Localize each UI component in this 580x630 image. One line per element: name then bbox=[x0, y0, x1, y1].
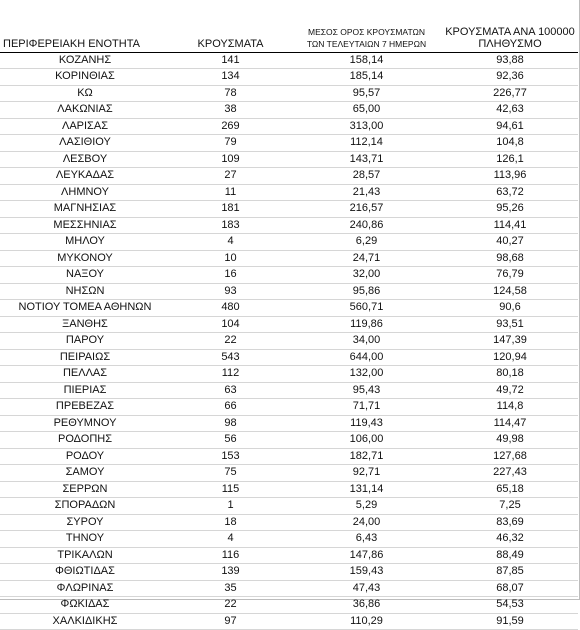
cell-cases: 134 bbox=[170, 69, 291, 86]
cell-cases: 141 bbox=[170, 52, 291, 69]
cell-per100k: 40,27 bbox=[442, 234, 578, 251]
cell-cases: 63 bbox=[170, 382, 291, 399]
table-row bbox=[0, 399, 578, 416]
table-row bbox=[0, 498, 578, 515]
cell-per100k: 49,98 bbox=[442, 432, 578, 449]
cell-region: ΠΙΕΡΙΑΣ bbox=[0, 382, 170, 399]
table-row bbox=[0, 580, 578, 597]
cell-per100k: 95,26 bbox=[442, 201, 578, 218]
cell-region: ΜΗΛΟΥ bbox=[0, 234, 170, 251]
table-row bbox=[0, 267, 578, 284]
cell-per100k: 104,8 bbox=[442, 135, 578, 152]
cell-cases: 35 bbox=[170, 580, 291, 597]
cell-cases: 139 bbox=[170, 564, 291, 581]
cell-cases: 115 bbox=[170, 481, 291, 498]
cell-region: ΛΕΣΒΟΥ bbox=[0, 151, 170, 168]
table-row bbox=[0, 366, 578, 383]
cell-per100k: 65,18 bbox=[442, 481, 578, 498]
cell-per100k: 42,63 bbox=[442, 102, 578, 119]
cell-avg7: 47,43 bbox=[291, 580, 442, 597]
cell-per100k: 49,72 bbox=[442, 382, 578, 399]
cell-region: ΠΕΛΛΑΣ bbox=[0, 366, 170, 383]
table-row bbox=[0, 135, 578, 152]
cell-cases: 56 bbox=[170, 432, 291, 449]
cell-region: ΜΑΓΝΗΣΙΑΣ bbox=[0, 201, 170, 218]
cell-cases: 22 bbox=[170, 333, 291, 350]
cell-cases: 78 bbox=[170, 85, 291, 102]
cell-region: ΦΛΩΡΙΝΑΣ bbox=[0, 580, 170, 597]
cell-cases: 98 bbox=[170, 415, 291, 432]
cell-region: ΤΡΙΚΑΛΩΝ bbox=[0, 547, 170, 564]
cell-avg7: 560,71 bbox=[291, 300, 442, 317]
header-row bbox=[0, 22, 578, 52]
cell-region: ΦΘΙΩΤΙΔΑΣ bbox=[0, 564, 170, 581]
cell-cases: 11 bbox=[170, 184, 291, 201]
cell-avg7: 65,00 bbox=[291, 102, 442, 119]
header-per100k-line1: ΚΡΟΥΣΜΑΤΑ ΑΝΑ 100000 bbox=[445, 25, 575, 38]
cell-per100k: 90,6 bbox=[442, 300, 578, 317]
cell-per100k: 76,79 bbox=[442, 267, 578, 284]
cell-cases: 16 bbox=[170, 267, 291, 284]
cell-per100k: 88,49 bbox=[442, 547, 578, 564]
cell-region: ΛΑΡΙΣΑΣ bbox=[0, 118, 170, 135]
table-row bbox=[0, 613, 578, 630]
cell-per100k: 63,72 bbox=[442, 184, 578, 201]
cell-cases: 38 bbox=[170, 102, 291, 119]
cell-region: ΜΕΣΣΗΝΙΑΣ bbox=[0, 217, 170, 234]
cell-per100k: 147,39 bbox=[442, 333, 578, 350]
cell-avg7: 24,00 bbox=[291, 514, 442, 531]
cell-region: ΠΑΡΟΥ bbox=[0, 333, 170, 350]
cell-cases: 109 bbox=[170, 151, 291, 168]
cell-per100k: 68,07 bbox=[442, 580, 578, 597]
cell-avg7: 644,00 bbox=[291, 349, 442, 366]
cell-region: ΚΟΡΙΝΘΙΑΣ bbox=[0, 69, 170, 86]
table-row bbox=[0, 597, 578, 614]
cell-per100k: 126,1 bbox=[442, 151, 578, 168]
cell-avg7: 34,00 bbox=[291, 333, 442, 350]
header-avg7 bbox=[291, 22, 442, 52]
table-row bbox=[0, 168, 578, 185]
cell-per100k: 226,77 bbox=[442, 85, 578, 102]
cell-cases: 543 bbox=[170, 349, 291, 366]
table-row bbox=[0, 349, 578, 366]
header-region: ΠΕΡΙΦΕΡΕΙΑΚΗ ΕΝΟΤΗΤΑ bbox=[0, 22, 170, 52]
table-row bbox=[0, 250, 578, 267]
cell-per100k: 114,47 bbox=[442, 415, 578, 432]
table-row bbox=[0, 316, 578, 333]
table-row bbox=[0, 432, 578, 449]
cell-per100k: 94,61 bbox=[442, 118, 578, 135]
cell-cases: 79 bbox=[170, 135, 291, 152]
header-per100k bbox=[442, 22, 578, 52]
cell-per100k: 98,68 bbox=[442, 250, 578, 267]
cell-region: ΡΟΔΟΠΗΣ bbox=[0, 432, 170, 449]
cell-per100k: 7,25 bbox=[442, 498, 578, 515]
cell-avg7: 119,43 bbox=[291, 415, 442, 432]
cell-region: ΠΡΕΒΕΖΑΣ bbox=[0, 399, 170, 416]
cell-cases: 104 bbox=[170, 316, 291, 333]
cell-avg7: 95,86 bbox=[291, 283, 442, 300]
table-row bbox=[0, 151, 578, 168]
cell-per100k: 91,59 bbox=[442, 613, 578, 630]
cell-avg7: 71,71 bbox=[291, 399, 442, 416]
table-row bbox=[0, 448, 578, 465]
cell-region: ΠΕΙΡΑΙΩΣ bbox=[0, 349, 170, 366]
cell-region: ΡΕΘΥΜΝΟΥ bbox=[0, 415, 170, 432]
cell-avg7: 21,43 bbox=[291, 184, 442, 201]
cell-region: ΝΑΞΟΥ bbox=[0, 267, 170, 284]
cell-avg7: 132,00 bbox=[291, 366, 442, 383]
table-row bbox=[0, 564, 578, 581]
cell-cases: 269 bbox=[170, 118, 291, 135]
cell-per100k: 127,68 bbox=[442, 448, 578, 465]
cell-avg7: 95,57 bbox=[291, 85, 442, 102]
table-row bbox=[0, 52, 578, 69]
cell-cases: 22 bbox=[170, 597, 291, 614]
cell-region: ΤΗΝΟΥ bbox=[0, 531, 170, 548]
cell-cases: 18 bbox=[170, 514, 291, 531]
cell-cases: 181 bbox=[170, 201, 291, 218]
table-row bbox=[0, 201, 578, 218]
cell-region: ΣΠΟΡΑΔΩΝ bbox=[0, 498, 170, 515]
cell-cases: 66 bbox=[170, 399, 291, 416]
cell-region: ΧΑΛΚΙΔΙΚΗΣ bbox=[0, 613, 170, 630]
cell-cases: 183 bbox=[170, 217, 291, 234]
cell-cases: 27 bbox=[170, 168, 291, 185]
table-row bbox=[0, 102, 578, 119]
cell-avg7: 131,14 bbox=[291, 481, 442, 498]
cell-cases: 10 bbox=[170, 250, 291, 267]
table-row bbox=[0, 514, 578, 531]
cell-per100k: 227,43 bbox=[442, 465, 578, 482]
cell-per100k: 80,18 bbox=[442, 366, 578, 383]
cell-region: ΝΗΣΩΝ bbox=[0, 283, 170, 300]
cell-region: ΛΑΣΙΘΙΟΥ bbox=[0, 135, 170, 152]
cell-avg7: 185,14 bbox=[291, 69, 442, 86]
cell-avg7: 6,29 bbox=[291, 234, 442, 251]
cell-region: ΜΥΚΟΝΟΥ bbox=[0, 250, 170, 267]
table-row bbox=[0, 234, 578, 251]
cell-cases: 116 bbox=[170, 547, 291, 564]
cell-region: ΛΕΥΚΑΔΑΣ bbox=[0, 168, 170, 185]
cell-per100k: 93,51 bbox=[442, 316, 578, 333]
cell-cases: 93 bbox=[170, 283, 291, 300]
cell-avg7: 240,86 bbox=[291, 217, 442, 234]
cell-avg7: 182,71 bbox=[291, 448, 442, 465]
table-row bbox=[0, 300, 578, 317]
cell-region: ΛΑΚΩΝΙΑΣ bbox=[0, 102, 170, 119]
table-row bbox=[0, 217, 578, 234]
cell-avg7: 119,86 bbox=[291, 316, 442, 333]
cell-avg7: 24,71 bbox=[291, 250, 442, 267]
cell-avg7: 6,43 bbox=[291, 531, 442, 548]
cases-table bbox=[0, 22, 578, 630]
cell-region: ΣΥΡΟΥ bbox=[0, 514, 170, 531]
cell-avg7: 158,14 bbox=[291, 52, 442, 69]
cell-cases: 75 bbox=[170, 465, 291, 482]
table-row bbox=[0, 85, 578, 102]
cell-region: ΣΕΡΡΩΝ bbox=[0, 481, 170, 498]
cell-cases: 112 bbox=[170, 366, 291, 383]
cell-avg7: 32,00 bbox=[291, 267, 442, 284]
cell-region: ΝΟΤΙΟΥ ΤΟΜΕΑ ΑΘΗΝΩΝ bbox=[0, 300, 170, 317]
cell-avg7: 159,43 bbox=[291, 564, 442, 581]
table-body bbox=[0, 52, 578, 630]
cell-avg7: 147,86 bbox=[291, 547, 442, 564]
cell-avg7: 106,00 bbox=[291, 432, 442, 449]
header-avg7-line1: ΜΕΣΟΣ ΟΡΟΣ ΚΡΟΥΣΜΑΤΩΝ bbox=[308, 26, 425, 37]
table-row bbox=[0, 531, 578, 548]
cell-region: ΛΗΜΝΟΥ bbox=[0, 184, 170, 201]
cell-per100k: 54,53 bbox=[442, 597, 578, 614]
table-row bbox=[0, 69, 578, 86]
cell-avg7: 110,29 bbox=[291, 613, 442, 630]
cell-avg7: 5,29 bbox=[291, 498, 442, 515]
cell-per100k: 92,36 bbox=[442, 69, 578, 86]
table-row bbox=[0, 382, 578, 399]
cell-avg7: 28,57 bbox=[291, 168, 442, 185]
cell-avg7: 143,71 bbox=[291, 151, 442, 168]
cell-region: ΣΑΜΟΥ bbox=[0, 465, 170, 482]
table-row bbox=[0, 415, 578, 432]
header-per100k-line2: ΠΛΗΘΥΣΜΟ bbox=[478, 37, 542, 50]
cell-avg7: 216,57 bbox=[291, 201, 442, 218]
cell-per100k: 113,96 bbox=[442, 168, 578, 185]
cell-per100k: 93,88 bbox=[442, 52, 578, 69]
cell-region: ΚΩ bbox=[0, 85, 170, 102]
cell-per100k: 83,69 bbox=[442, 514, 578, 531]
table-row bbox=[0, 283, 578, 300]
cell-region: ΚΟΖΑΝΗΣ bbox=[0, 52, 170, 69]
header-avg7-line2: ΤΩΝ ΤΕΛΕΥΤΑΙΩΝ 7 ΗΜΕΡΩΝ bbox=[306, 38, 427, 49]
table-row bbox=[0, 184, 578, 201]
cell-cases: 480 bbox=[170, 300, 291, 317]
cell-per100k: 114,8 bbox=[442, 399, 578, 416]
cell-region: ΡΟΔΟΥ bbox=[0, 448, 170, 465]
table-row bbox=[0, 118, 578, 135]
cell-cases: 4 bbox=[170, 531, 291, 548]
cell-per100k: 124,58 bbox=[442, 283, 578, 300]
table-header bbox=[0, 22, 578, 52]
cell-avg7: 95,43 bbox=[291, 382, 442, 399]
cell-cases: 153 bbox=[170, 448, 291, 465]
cell-region: ΦΩΚΙΔΑΣ bbox=[0, 597, 170, 614]
cell-cases: 1 bbox=[170, 498, 291, 515]
cell-cases: 4 bbox=[170, 234, 291, 251]
cell-cases: 97 bbox=[170, 613, 291, 630]
header-cases: ΚΡΟΥΣΜΑΤΑ bbox=[170, 22, 291, 52]
cell-per100k: 87,85 bbox=[442, 564, 578, 581]
cell-region: ΞΑΝΘΗΣ bbox=[0, 316, 170, 333]
cell-per100k: 114,41 bbox=[442, 217, 578, 234]
table-row bbox=[0, 465, 578, 482]
cell-per100k: 120,94 bbox=[442, 349, 578, 366]
table-row bbox=[0, 547, 578, 564]
cell-avg7: 36,86 bbox=[291, 597, 442, 614]
table-row bbox=[0, 481, 578, 498]
cell-avg7: 112,14 bbox=[291, 135, 442, 152]
cell-per100k: 46,32 bbox=[442, 531, 578, 548]
cell-avg7: 313,00 bbox=[291, 118, 442, 135]
cell-avg7: 92,71 bbox=[291, 465, 442, 482]
table-row bbox=[0, 333, 578, 350]
